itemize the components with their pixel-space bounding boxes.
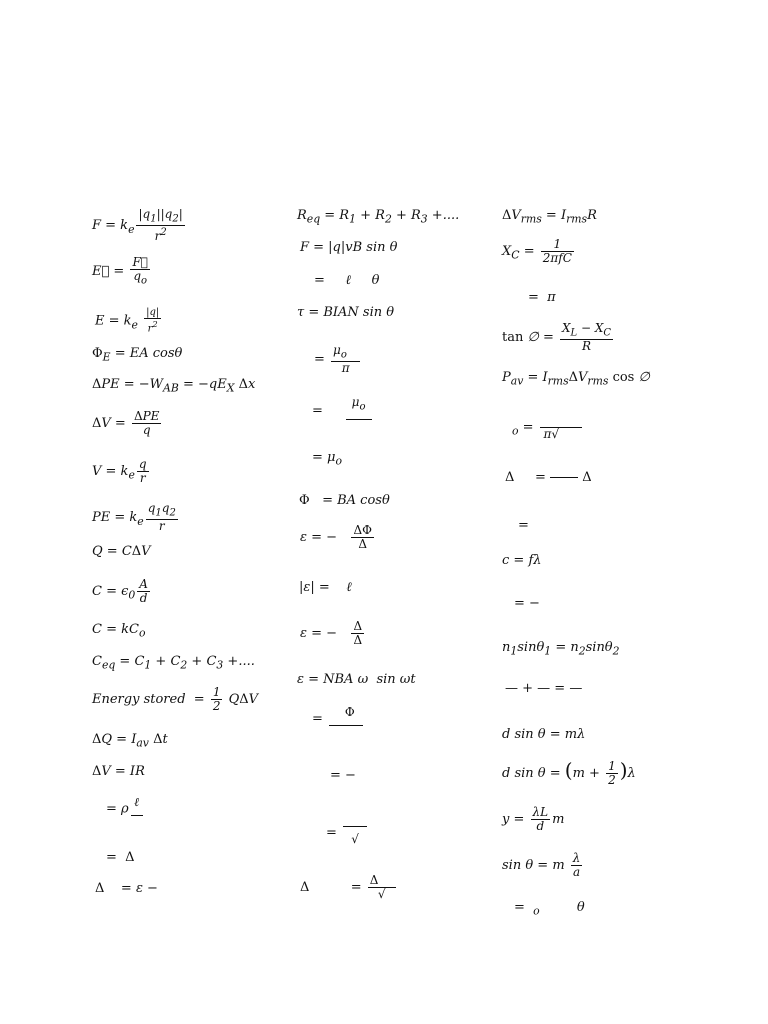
refraction-index-equation: = − [514,596,540,611]
electric-potential-equation: $V = k_e$ $\frac{q}{r}$ [92,457,147,485]
potential-energy-equation: PE = $k_e$ $\frac{q_1q_2}{r}$ [92,501,176,534]
inductive-reactance-equation: = π [528,290,556,305]
capacitive-reactance-equation: $X_C$ = $\frac{1}{\text{2πfC}}$ [502,237,572,265]
self-induction-equation: ε = − $\frac{\Delta}{\Delta}$ [300,619,363,647]
potential-difference-equation: ΔV = $\frac{\text{ΔPE}}{q}$ [92,409,160,437]
electric-flux-equation: $\Phi_E$ = EA cosθ [92,346,183,364]
generator-emf-equation: ε = NBA ω sin ωt [297,672,416,687]
charge-current-equation: $\Delta Q = I_{av}$ Δt [92,732,168,750]
ohms-law-equation: ΔV = IR [92,764,145,779]
rms-voltage-equation: Δ = $\frac{\Delta}{√}$ [300,874,398,901]
snells-law-equation: $n_1\sin\theta_1 = n_2\sin\theta_2$ [502,640,620,658]
resistance-temperature-equation: = Δ [106,850,135,865]
light-speed-equation: c = fλ [502,553,542,568]
magnetic-flux-equation: Φ = BA cosθ [299,493,390,508]
electric-field-equation: E⃗ = $\frac{F⃗}{q_o}$ [92,255,148,287]
dielectric-capacitance-equation: $C = kC_o$ [92,622,146,640]
solenoid-field-equation: = $\mu_o$ [312,450,343,468]
emf-terminal-voltage-equation: Δ = ε − [95,881,158,896]
point-charge-field-equation: $E = k_e$ $\frac{|q|}{r^2}$ [95,307,160,335]
series-resistors-equation: $R_{eq} = R_1 + R_2 + R_3$ +.... [297,208,460,226]
parallel-wires-force-equation: = $\mu_o$ [312,396,374,426]
charge-capacitance-equation: Q = CΔV [92,544,151,559]
double-slit-bright-equation: d sin θ = mλ [502,727,586,742]
fringe-position-equation: y = $\frac{\lambda L}{d}$ m [502,805,565,833]
double-slit-dark-equation: d sin θ = (m + $\frac{1}{2}$ )λ [502,758,636,787]
single-slit-equation: sin θ = m $\frac{\lambda}{a}$ [502,851,581,879]
resistivity-equation: = ρ ℓ [106,796,145,822]
potential-energy-change-equation: $\Delta PE = -W_{AB} = -qE_X$ Δx [92,377,256,395]
motional-emf-equation: |ε| = ℓ [299,580,352,595]
parallel-plate-capacitance-equation: $C = \epsilon_0$ $\frac{A}{d}$ [92,577,148,605]
thin-lens-equation: — + — = — [505,681,583,696]
inductor-energy-equation: = − [330,768,356,783]
energy-stored-equation: Energy stored = $\frac{1}{2}$ QΔV [92,685,259,713]
resonance-frequency-equation: $_o$ = π√ [512,414,584,441]
transformer-equation: Δ = Δ [505,470,592,485]
rms-current-equation: = √ [326,820,369,846]
faraday-law-equation: ε = − $\frac{\Delta\Phi}{\Delta}$ [300,523,372,551]
reflection-equation: = $_o$ θ [514,900,585,918]
phase-angle-equation: tan ∅ = $\frac{X_L - X_C}{R}$ [502,321,612,354]
coulomb-law-equation: $F = k_e$ $\frac{|q_1||q_2|}{r^2}$ [92,207,183,244]
parallel-capacitors-equation: $C_{eq} = C_1 + C_2 + C_3$ +.... [92,654,255,672]
average-power-equation: $P_{av} = I_{rms}\Delta V_{rms}$ cos ∅ [502,370,650,388]
torque-equation: τ = BIAN sin θ [297,305,395,320]
wire-force-equation: = ℓ θ [314,273,380,288]
resistor-rms-voltage-equation: $\Delta V_{rms} = I_{rms}R$ [502,208,597,226]
magnetic-force-equation: F = |q|vB sin θ [300,240,398,255]
inductance-equation: = Φ [312,706,365,732]
long-wire-field-equation: = $\frac{\mu_o}{\pi}$ [314,344,362,375]
wave-speed-equation: = [518,518,529,533]
